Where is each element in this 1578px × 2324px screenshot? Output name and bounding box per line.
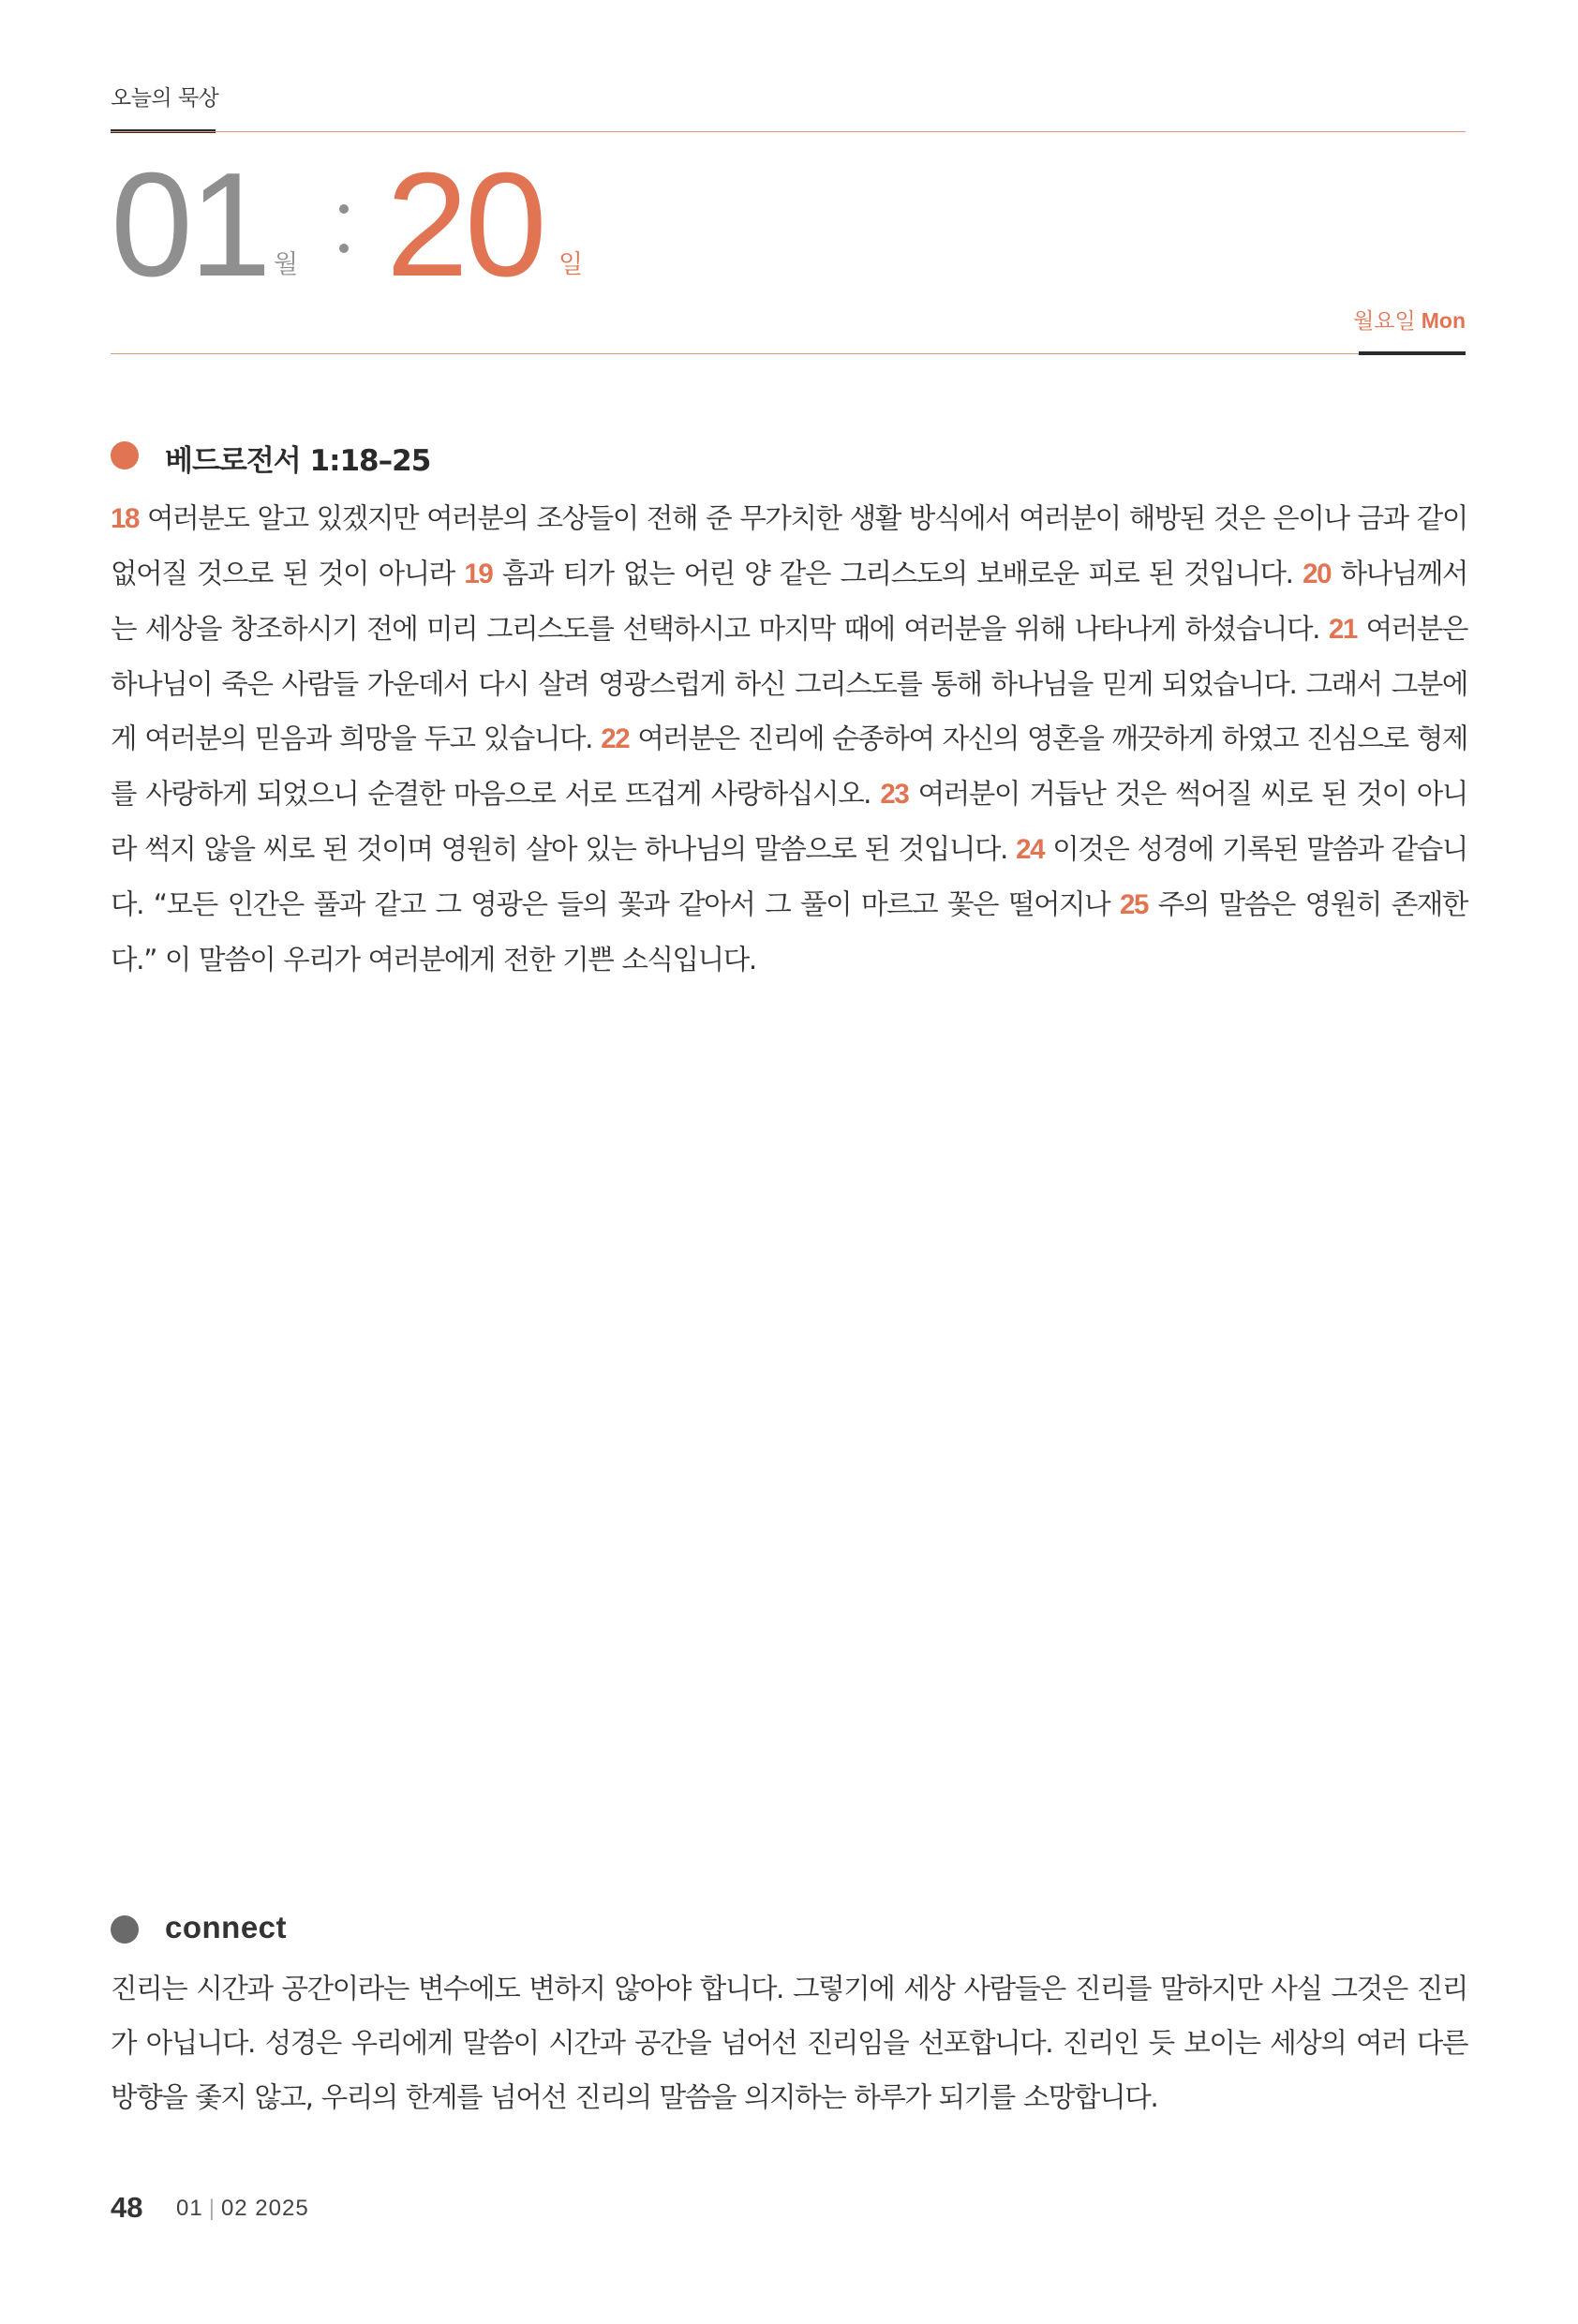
weekday-english: Mon — [1421, 308, 1466, 333]
connect-text: 진리는 시간과 공간이라는 변수에도 변하지 않아야 합니다. 그렇기에 세상 사람들은 진리를 말하지만 사실 그것은 진리가 아닙니다. 성경은 우리에게 말씀이 시간과 공간을 넘어선 진리임을 선포합니다. 진리인 듯 보이는 세상의 여러 다른 방향을 좇지 않고, 우리의 한계를 넘어선 진리의 말씀을 의지하는 하루가 되기를 소망합니다. — [111, 1973, 1468, 2113]
verse-number: 22 — [601, 723, 630, 754]
date-day: 20 — [386, 142, 543, 307]
verse-number: 25 — [1119, 889, 1148, 920]
verse-text: 여러분은 진리에 순종하여 자신의 영혼을 깨끗하게 하였고 진심으로 형제를 사랑하게 되었으니 순결한 마음으로 서로 뜨겁게 사랑하십시오. — [111, 723, 1467, 810]
verse-text: 여러분이 거듭난 것은 썩어질 씨로 된 것이 아니라 썩지 않을 씨로 된 것이며 영원히 살아 있는 하나님의 말씀으로 된 것입니다. — [111, 778, 1467, 865]
verse-text: 흠과 티가 없는 어린 양 같은 그리스도의 보배로운 피로 된 것입니다. — [492, 558, 1303, 589]
top-divider — [111, 131, 1466, 132]
weekday-korean: 월요일 — [1353, 309, 1416, 334]
date-month: 01 — [111, 142, 268, 307]
issue-rest: 02 2025 — [220, 2196, 309, 2221]
verse-number: 23 — [880, 779, 909, 810]
verse-number: 20 — [1303, 559, 1332, 589]
verse-number: 18 — [111, 503, 140, 534]
verse-text: 하나님께서는 세상을 창조하시기 전에 미리 그리스도를 선택하시고 마지막 때에 여러분을 위해 나타나게 하셨습니다. — [111, 558, 1467, 645]
date-month-unit: 월 — [274, 250, 299, 279]
issue-info — [176, 2196, 309, 2222]
issue-months: 01 — [176, 2196, 203, 2221]
passage-reference: 베드로전서 1:18–25 — [165, 444, 431, 478]
verse-number: 21 — [1328, 614, 1357, 645]
passage-bullet-icon — [111, 441, 139, 469]
verse-number: 24 — [1016, 834, 1045, 865]
connect-bullet-icon — [111, 1915, 139, 1944]
passage-text — [111, 491, 1467, 987]
page-number: 48 — [111, 2191, 143, 2224]
date-colon — [337, 201, 350, 259]
issue-separator: | — [208, 2196, 216, 2221]
weekday-underline — [1359, 351, 1466, 355]
verse-number: 19 — [464, 559, 493, 589]
verse-text: 이것은 성경에 기록된 말씀과 같습니다. “모든 인간은 풀과 같고 그 영광은 들의 꽃과 같아서 그 풀이 마르고 꽃은 떨어지나 — [111, 833, 1467, 920]
verse-text: 주의 말씀은 영원히 존재한다.” 이 말씀이 우리가 여러분에게 전한 기쁜 소식입니다. — [111, 888, 1467, 976]
verse-text: 여러분도 알고 있겠지만 여러분의 조상들이 전해 준 무가치한 생활 방식에서 여러분이 해방된 것은 은이나 금과 같이 없어질 것으로 된 것이 아니라 — [111, 502, 1467, 589]
section-label: 오늘의 묵상 — [111, 86, 219, 111]
date-day-unit: 일 — [558, 250, 584, 279]
connect-title: connect — [165, 1910, 288, 1944]
weekday — [1353, 304, 1466, 335]
header-bottom-divider — [111, 353, 1466, 354]
verse-text: 여러분은 하나님이 죽은 사람들 가운데서 다시 살려 영광스럽게 하신 그리스도를 통해 하나님을 믿게 되었습니다. 그래서 그분에게 여러분의 믿음과 희망을 두고 있습니다. — [111, 613, 1467, 754]
